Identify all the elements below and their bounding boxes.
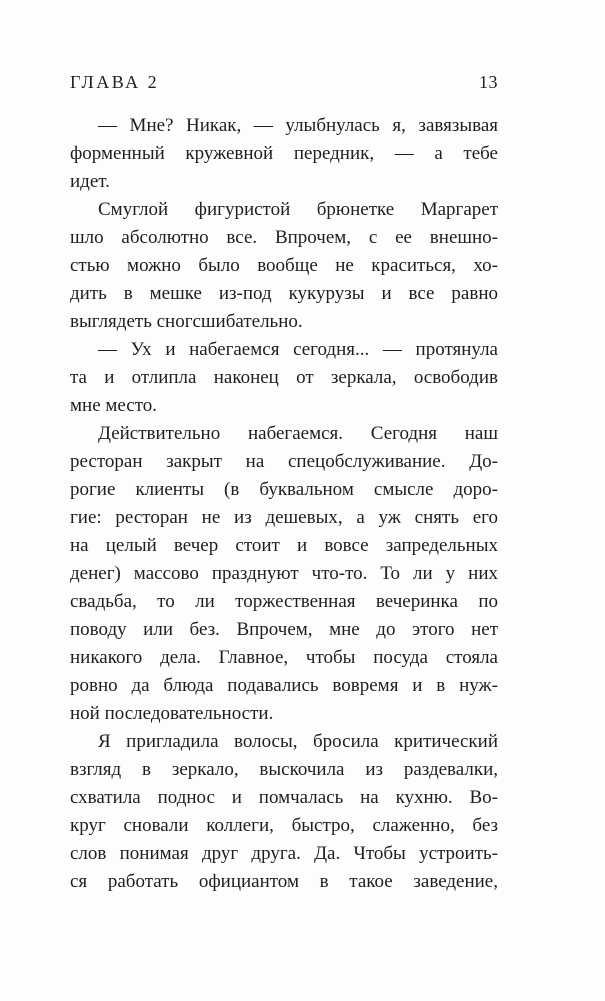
paragraph [70, 728, 498, 896]
text-line: форменный кружевной передник, — а тебе [70, 143, 498, 164]
text-line: схватила поднос и помчалась на кухню. Во- [70, 787, 498, 808]
page-text [70, 112, 498, 896]
text-line: стью можно было вообще не краситься, хо- [70, 255, 498, 276]
text-line: Я пригладила волосы, бросила критический [98, 731, 498, 752]
text-line: ной последовательности. [70, 703, 274, 724]
text-line: свадьба, то ли торжественная вечеринка по [70, 591, 498, 612]
text-line: рогие клиенты (в буквальном смысле доро- [70, 479, 498, 500]
text-line: ресторан закрыт на спецобслуживание. До- [70, 451, 498, 472]
text-line: та и отлипла наконец от зеркала, освободив [70, 367, 498, 388]
running-header [70, 72, 498, 93]
paragraph [70, 336, 498, 420]
text-line: — Ух и набегаемся сегодня... — протянула [98, 339, 498, 360]
text-line: выглядеть сногсшибательно. [70, 311, 303, 332]
text-line: Смуглой фигуристой брюнетке Маргарет [98, 199, 498, 220]
text-line: Действительно набегаемся. Сегодня наш [98, 423, 498, 444]
text-line: на целый вечер стоит и вовсе запредельных [70, 535, 498, 556]
text-line: слов понимая друг друга. Да. Чтобы устроить- [70, 843, 498, 864]
paragraph [70, 112, 498, 196]
text-line: круг сновали коллеги, быстро, слаженно, без [70, 815, 498, 836]
text-line: шло абсолютно все. Впрочем, с ее внешно- [70, 227, 498, 248]
chapter-heading: ГЛАВА 2 [70, 72, 160, 92]
paragraph [70, 196, 498, 336]
text-line: — Мне? Никак, — улыбнулась я, завязывая [98, 115, 498, 136]
text-line: ся работать официантом в такое заведение, [70, 871, 498, 892]
page-number: 13 [479, 72, 498, 92]
text-line: идет. [70, 171, 110, 192]
text-line: мне место. [70, 395, 158, 416]
text-line: взгляд в зеркало, выскочила из раздевалки, [70, 759, 498, 780]
text-line: денег) массово празднуют что-то. То ли у них [70, 563, 498, 584]
text-line: дить в мешке из-под кукурузы и все равно [70, 283, 498, 304]
paragraph [70, 420, 498, 728]
text-line: поводу или без. Впрочем, мне до этого нет [70, 619, 498, 640]
text-line: никакого дела. Главное, чтобы посуда стояла [70, 647, 498, 668]
text-line: ровно да блюда подавались вовремя и в нуж- [70, 675, 498, 696]
text-line: гие: ресторан не из дешевых, а уж снять его [70, 507, 498, 528]
